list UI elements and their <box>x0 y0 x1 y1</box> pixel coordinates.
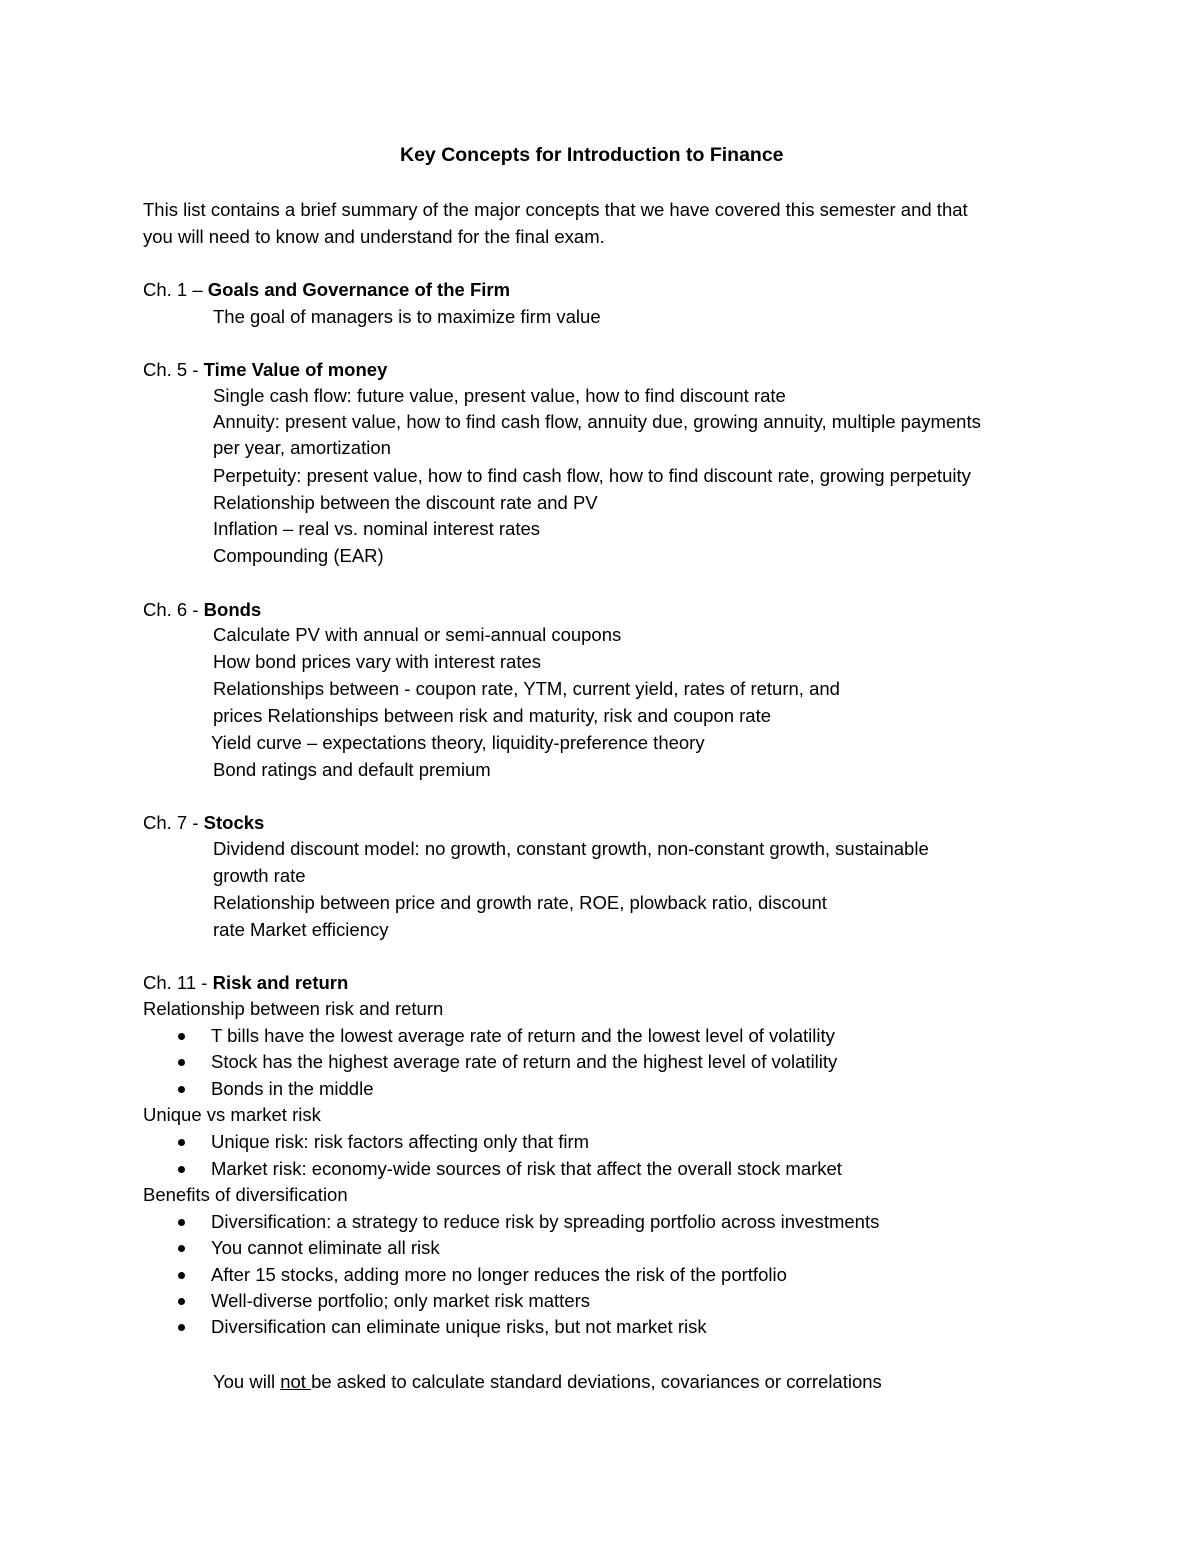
ch7-item: Relationship between price and growth rate, ROE, plowback ratio, discount <box>213 892 827 913</box>
ch1-item: The goal of managers is to maximize firm value <box>213 306 601 327</box>
bullet-icon <box>178 1166 185 1173</box>
bullet-icon <box>178 1139 185 1146</box>
ch6-item: Calculate PV with annual or semi-annual coupons <box>213 624 622 645</box>
page-title: Key Concepts for Introduction to Finance <box>400 144 784 166</box>
bullet-item: Bonds in the middle <box>211 1078 374 1099</box>
ch7-item: growth rate <box>213 865 306 886</box>
ch6-heading <box>143 599 261 621</box>
ch5-item: Perpetuity: present value, how to find cash flow, how to find discount rate, growing perpetuity <box>213 465 971 486</box>
ch5-heading <box>143 359 387 381</box>
bullet-icon <box>178 1298 185 1305</box>
ch7-heading <box>143 812 264 834</box>
final-note <box>213 1371 882 1393</box>
ch5-item: Annuity: present value, how to find cash flow, annuity due, growing annuity, multiple payments <box>213 411 981 432</box>
ch5-item: Single cash flow: future value, present value, how to find discount rate <box>213 385 786 406</box>
ch7-item: rate Market efficiency <box>213 919 389 940</box>
ch11-heading <box>143 972 348 994</box>
final-note-emphasis: not <box>280 1371 312 1392</box>
ch6-item: Bond ratings and default premium <box>213 759 491 780</box>
bullet-icon <box>178 1324 185 1331</box>
intro-line-2: you will need to know and understand for the final exam. <box>143 226 605 247</box>
ch6-prefix: Ch. 6 - <box>143 599 204 620</box>
intro-line-1: This list contains a brief summary of the major concepts that we have covered this semester and that <box>143 199 968 220</box>
ch5-item: Inflation – real vs. nominal interest rates <box>213 518 540 539</box>
ch6-item: How bond prices vary with interest rates <box>213 651 541 672</box>
ch6-item: Yield curve – expectations theory, liquidity-preference theory <box>211 732 705 753</box>
ch1-heading <box>143 279 510 301</box>
ch7-prefix: Ch. 7 - <box>143 812 204 833</box>
ch5-title: Time Value of money <box>203 359 388 380</box>
ch7-item: Dividend discount model: no growth, constant growth, non-constant growth, sustainable <box>213 838 929 859</box>
ch5-item: Compounding (EAR) <box>213 545 384 566</box>
bullet-item: After 15 stocks, adding more no longer reduces the risk of the portfolio <box>211 1264 787 1285</box>
ch1-title: Goals and Governance of the Firm <box>207 279 511 300</box>
ch11-subheading: Relationship between risk and return <box>143 998 444 1019</box>
ch11-title: Risk and return <box>212 972 349 993</box>
ch6-item: Relationships between - coupon rate, YTM, current yield, rates of return, and <box>213 678 840 699</box>
bullet-icon <box>178 1059 185 1066</box>
bullet-item: Diversification: a strategy to reduce risk by spreading portfolio across investments <box>211 1211 880 1232</box>
bullet-item: Stock has the highest average rate of return and the highest level of volatility <box>211 1051 838 1072</box>
final-note-post: be asked to calculate standard deviations, covariances or correlations <box>311 1371 882 1392</box>
ch5-item: per year, amortization <box>213 437 391 458</box>
ch5-prefix: Ch. 5 - <box>143 359 204 380</box>
bullet-icon <box>178 1245 185 1252</box>
bullet-item: Unique risk: risk factors affecting only that firm <box>211 1131 590 1152</box>
ch11-prefix: Ch. 11 - <box>143 972 213 993</box>
bullet-item: You cannot eliminate all risk <box>211 1237 440 1258</box>
ch11-subheading: Unique vs market risk <box>143 1104 321 1125</box>
bullet-icon <box>178 1219 185 1226</box>
final-note-pre: You will <box>213 1371 281 1392</box>
bullet-item: T bills have the lowest average rate of return and the lowest level of volatility <box>211 1025 835 1046</box>
bullet-icon <box>178 1272 185 1279</box>
ch5-item: Relationship between the discount rate and PV <box>213 492 598 513</box>
ch6-item: prices Relationships between risk and maturity, risk and coupon rate <box>213 705 772 726</box>
ch1-prefix: Ch. 1 – <box>143 279 208 300</box>
bullet-item: Well-diverse portfolio; only market risk matters <box>211 1290 591 1311</box>
ch11-subheading: Benefits of diversification <box>143 1184 348 1205</box>
bullet-icon <box>178 1086 185 1093</box>
bullet-item: Diversification can eliminate unique risks, but not market risk <box>211 1316 707 1337</box>
ch7-title: Stocks <box>203 812 265 833</box>
bullet-icon <box>178 1033 185 1040</box>
ch6-title: Bonds <box>203 599 262 620</box>
bullet-item: Market risk: economy-wide sources of risk that affect the overall stock market <box>211 1158 842 1179</box>
